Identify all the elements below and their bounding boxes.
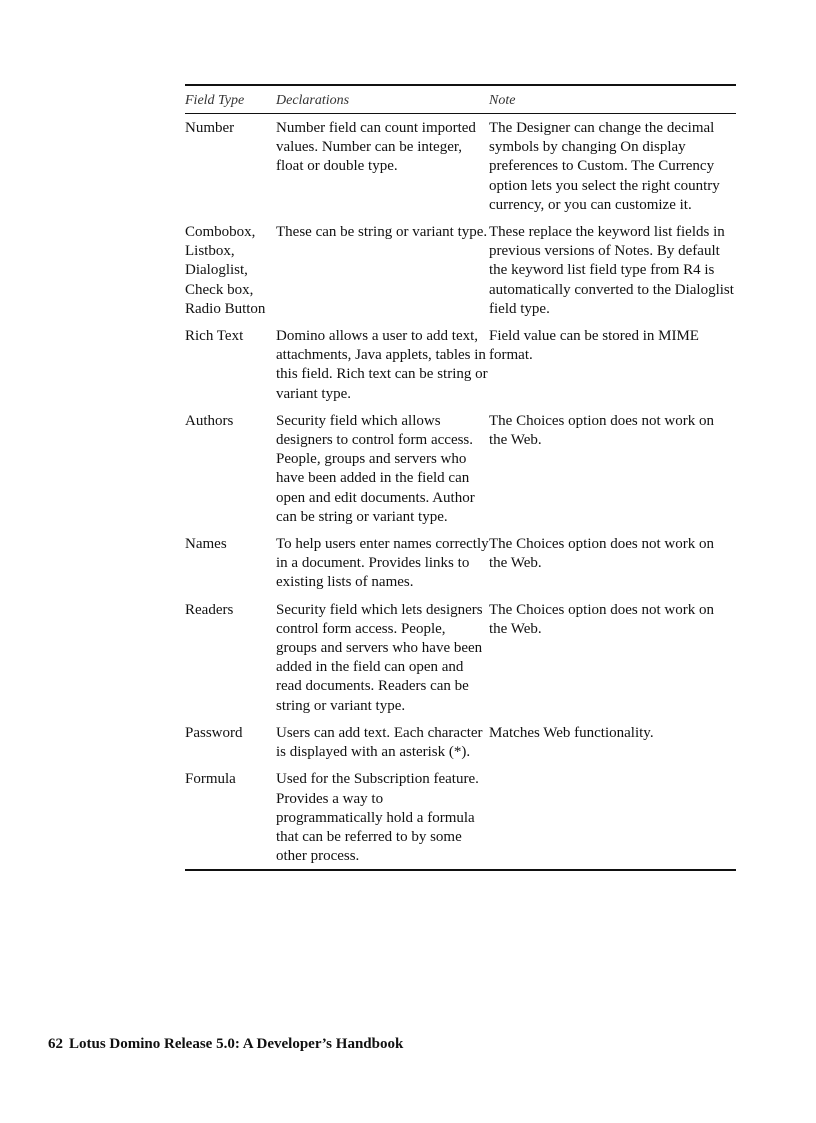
cell-note: These replace the keyword list fields in previous versions of Notes. By default the keyword list field type from R4 is automatically converted to the Dialoglist field type. <box>489 224 734 317</box>
cell-field-type: Password <box>185 724 243 741</box>
cell-declarations: Domino allows a user to add text, attachments, Java applets, tables in this field. Rich text can be string or variant type. <box>276 328 488 402</box>
header-note: Note <box>489 93 516 108</box>
cell-declarations: Security field which allows designers to control form access. People, groups and servers who have been added in the field can open and edit documents. Author can be string or variant type. <box>276 412 475 525</box>
cell-note: The Choices option does not work on the Web. <box>489 536 714 572</box>
cell-field-type: Readers <box>185 601 234 618</box>
table-bottom-rule <box>185 869 736 871</box>
cell-field-type: Number <box>185 120 235 136</box>
page-footer <box>48 1035 403 1054</box>
cell-declarations: Security field which lets designers control form access. People, groups and servers who have been added in the field can open and read documents. Readers can be string or variant type. <box>276 601 483 714</box>
cell-field-type: Names <box>185 536 227 553</box>
cell-note: The Choices option does not work on the Web. <box>489 412 714 449</box>
header-declarations: Declarations <box>276 93 350 108</box>
cell-declarations: Number field can count imported values. Number can be integer, float or double type. <box>276 120 476 175</box>
table-row <box>185 223 736 327</box>
table-row <box>185 724 736 770</box>
page-number: 62 <box>48 1036 63 1052</box>
cell-declarations: To help users enter names correctly in a document. Provides links to existing lists of names. <box>276 536 489 591</box>
cell-declarations: These can be string or variant type. <box>276 224 488 241</box>
cell-field-type: Combobox, Listbox, Dialoglist, Check box, Radio Button <box>185 224 266 317</box>
table-row <box>185 770 736 869</box>
field-types-table <box>185 84 736 871</box>
cell-declarations: Used for the Subscription feature. Provides a way to programmatically hold a formula that can be referred to by some other process. <box>276 771 479 865</box>
table-row <box>185 114 736 223</box>
table-header-row <box>185 86 736 113</box>
cell-note: Matches Web functionality. <box>489 724 654 741</box>
table-row <box>185 327 736 412</box>
cell-note <box>489 770 736 866</box>
table-row <box>185 535 736 601</box>
table-row <box>185 601 736 724</box>
header-field-type: Field Type <box>185 93 245 108</box>
table-row <box>185 412 736 535</box>
cell-declarations: Users can add text. Each character is displayed with an asterisk (*). <box>276 724 483 761</box>
cell-field-type: Authors <box>185 412 234 429</box>
cell-note: Field value can be stored in MIME format. <box>489 328 699 364</box>
book-title: Lotus Domino Release 5.0: A Developer’s Handbook <box>69 1036 404 1052</box>
cell-note: The Choices option does not work on the Web. <box>489 601 714 637</box>
cell-field-type: Formula <box>185 771 236 788</box>
cell-note: The Designer can change the decimal symbols by changing On display preferences to Custom. The Currency option lets you select the right country currency, or you can customize it. <box>489 120 720 213</box>
cell-field-type: Rich Text <box>185 328 244 345</box>
